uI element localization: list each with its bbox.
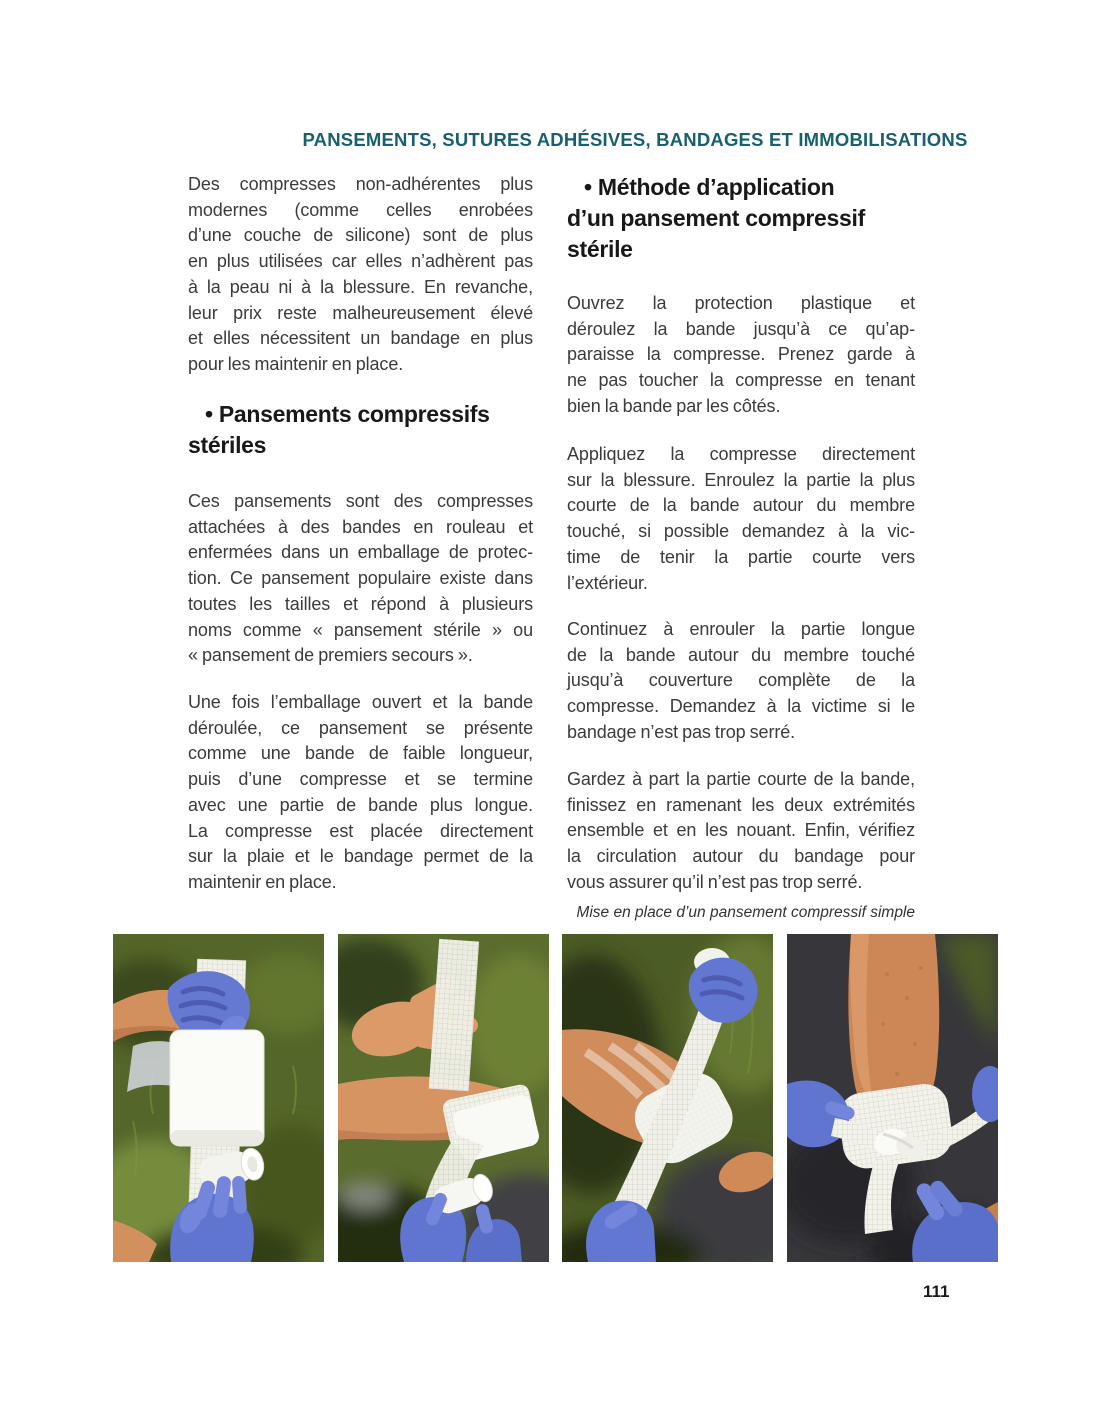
page-number: 111 bbox=[923, 1282, 950, 1301]
section-heading-methode-application: • Méthode d’application d’un pansement compressif stérile bbox=[567, 174, 865, 262]
photo-step-4-tying-knot bbox=[787, 934, 998, 1262]
section-heading-pansements-compressifs: • Pansements compressifs stériles bbox=[188, 401, 490, 458]
photo-step-4-illustration bbox=[787, 934, 998, 1262]
photo-step-1-illustration bbox=[113, 934, 324, 1262]
left-paragraph-1: Des compresses non-adhérentes plus modernes (comme celles enrobées d’une couche de silicone) sont de plus en plus utilisées car elles n’adhèrent pas à la peau ni à la blessure. En revanche, leur prix reste malheureusement élevé et elles nécessitent un bandage en plus pour les maintenir en place. bbox=[188, 174, 533, 374]
photo-step-1-unrolled-sterile-dressing bbox=[113, 934, 324, 1262]
right-paragraph-4: Gardez à part la partie courte de la bande, finissez en ramenant les deux extrémités ensemble et en les nouant. Enfin, vérifiez la circulation autour du bandage pour vous assurer qu’il n’est pas trop serré. bbox=[567, 769, 915, 892]
figure-caption: Mise en place d’un pansement compressif simple bbox=[576, 904, 915, 921]
photo-step-3-wrapping-long-bandage bbox=[562, 934, 773, 1262]
photo-step-2-illustration bbox=[338, 934, 549, 1262]
right-paragraph-1: Ouvrez la protection plastique et déroulez la bande jusqu’à ce qu’ap- paraisse la compresse. Prenez garde à ne pas toucher la compresse en tenant bien la bande par les côtés. bbox=[567, 293, 915, 416]
compress-pad bbox=[170, 1030, 264, 1146]
right-paragraph-3: Continuez à enrouler la partie longue de la bande autour du membre touché jusqu’à couverture complète de la compresse. Demandez à la victime si le bandage n’est pas trop serré. bbox=[567, 619, 915, 742]
chapter-header: PANSEMENTS, SUTURES ADHÉSIVES, BANDAGES ET IMMOBILISATIONS bbox=[302, 129, 968, 150]
left-paragraph-3: Une fois l’emballage ouvert et la bande déroulée, ce pansement se présente comme une bande de faible longueur, puis d’une compresse et se termine avec une partie de bande plus longue. La compresse est placée directement sur la plaie et le bandage permet de la maintenir en place. bbox=[188, 692, 533, 892]
right-paragraph-2: Appliquez la compresse directement sur la blessure. Enroulez la partie la plus courte de la bande autour du membre touché, si possible demandez à la vic- time de tenir la partie courte vers l’extérieur. bbox=[567, 444, 915, 593]
left-paragraph-2: Ces pansements sont des compresses attachées à des bandes en rouleau et enfermées dans un emballage de protec- tion. Ce pansement populaire existe dans toutes les tailles et répond à plusieurs noms comme « pansement stérile » ou « pansement de premiers secours ». bbox=[188, 491, 533, 666]
photo-step-2-applying-compress-on-wrist bbox=[338, 934, 549, 1262]
photo-step-3-illustration bbox=[562, 934, 773, 1262]
